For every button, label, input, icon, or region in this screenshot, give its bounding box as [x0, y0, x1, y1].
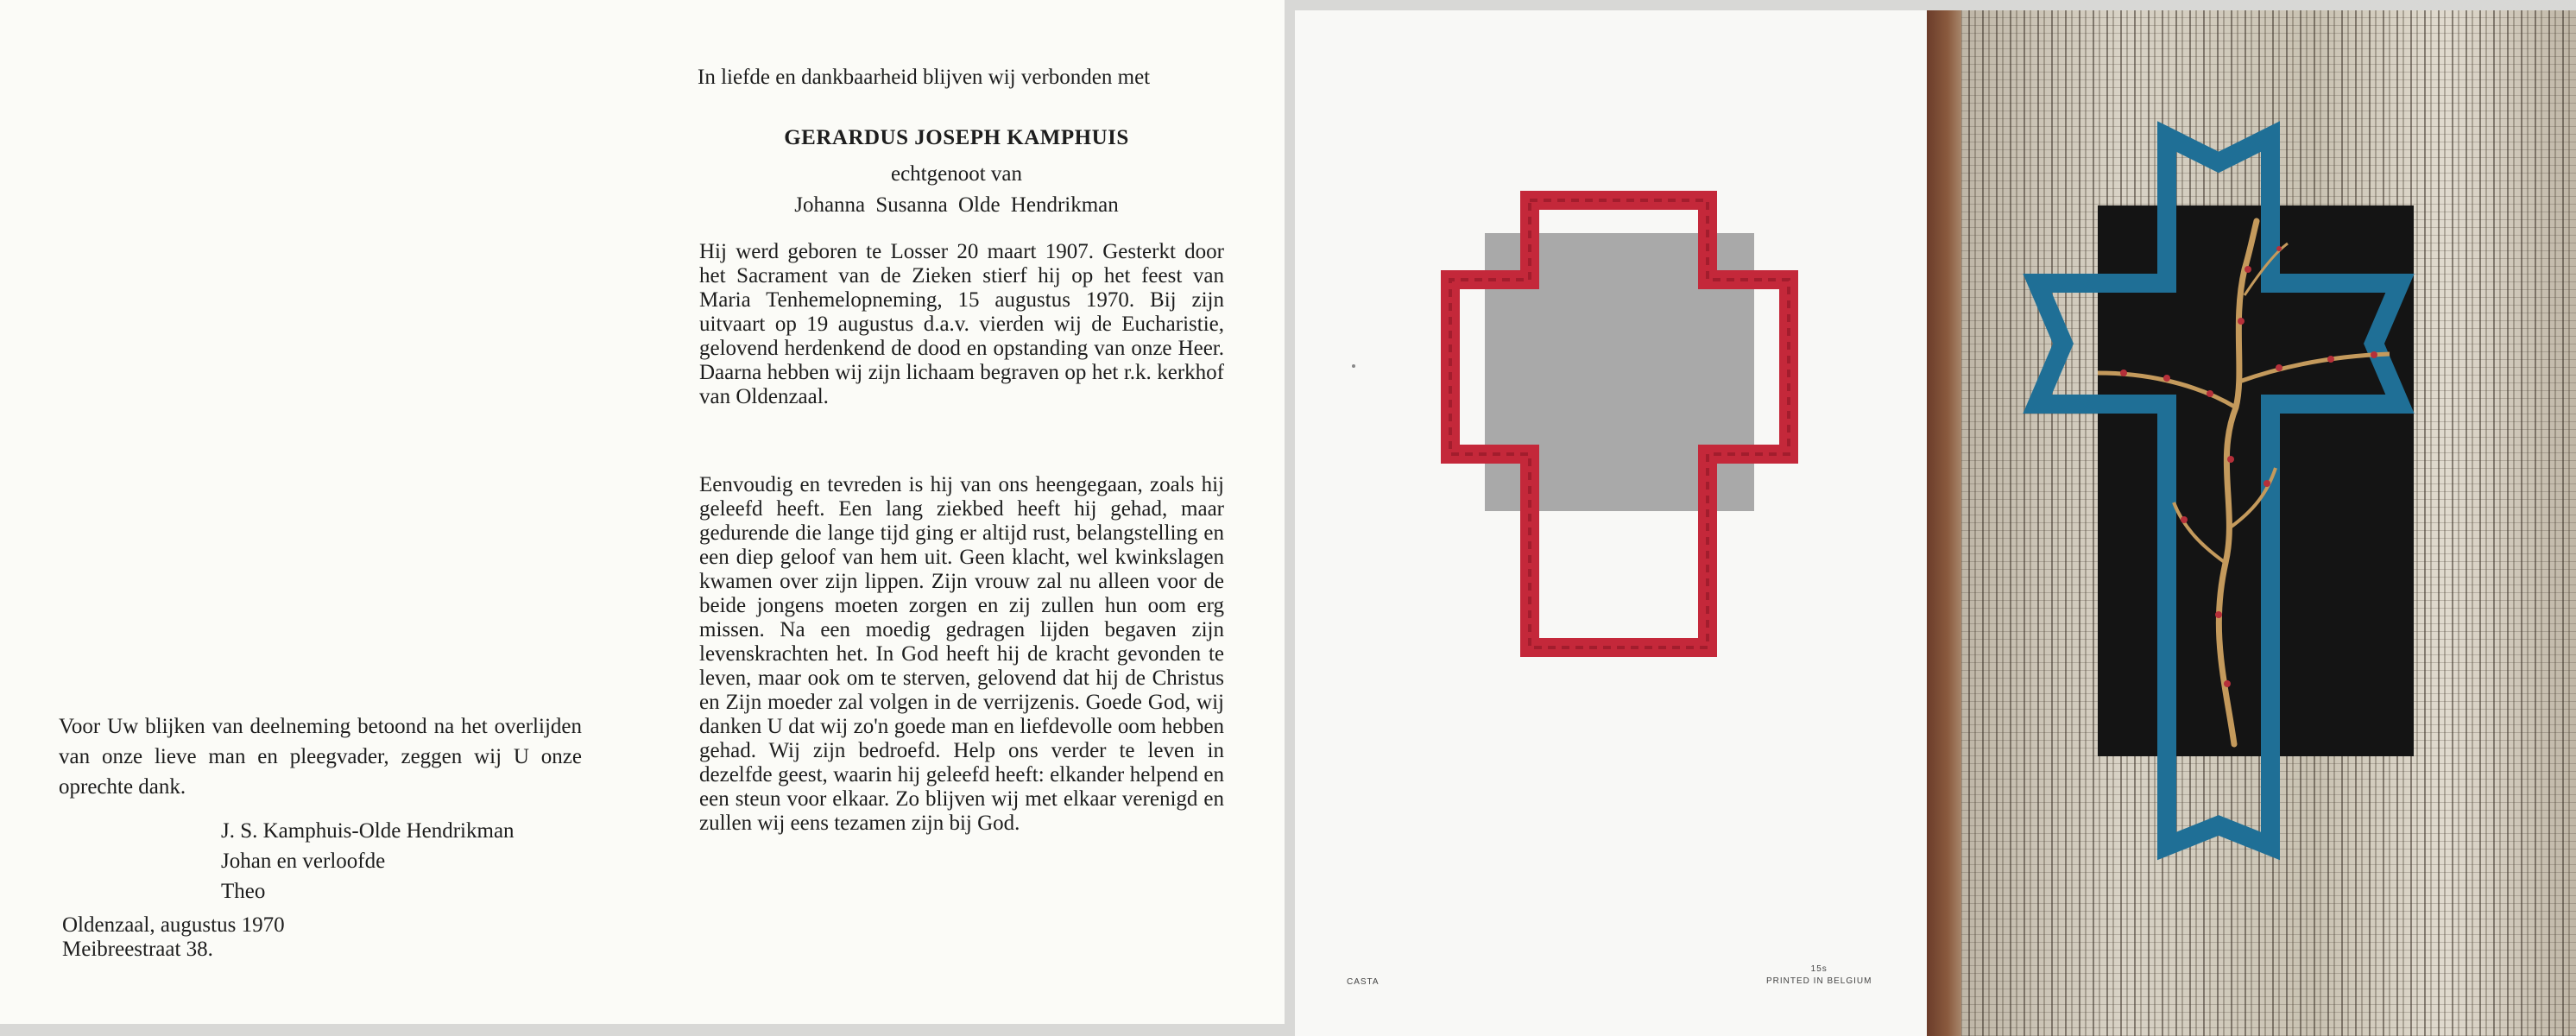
memorial-card-inside: [0, 0, 1285, 1024]
signature-son: Johan en verloofde: [221, 850, 386, 873]
family-signatures: [221, 816, 618, 906]
maker-mark: CASTA: [1347, 977, 1380, 987]
deceased-name: GERARDUS JOSEPH KAMPHUIS: [784, 126, 1129, 149]
spouse-name: Johanna Susanna Olde Hendrikman: [794, 193, 1119, 217]
place-date: Oldenzaal, augustus 1970: [62, 913, 285, 937]
signature-widow: J. S. Kamphuis-Olde Hendrikman: [221, 819, 515, 843]
signature-son-2: Theo: [221, 880, 266, 903]
biography-paragraph: Hij werd geboren te Losser 20 maart 1907. Gesterkt door het Sacrament van de Zieken stierf hij op het feest van Maria Tenhemelopneming, 15 augustus 1970. Bij zijn uitvaart op 19 augustus d.a.v. vierden wij de Eucharistie, gelovend herdenkend de dood en opstanding van onze Heer. Daarna hebben wij zijn lichaam begraven op het r.k. kerkhof van Oldenzaal.: [699, 240, 1224, 408]
place-and-address: [62, 913, 459, 962]
address: Meibreestraat 38.: [62, 938, 213, 961]
intro-text: In liefde en dankbaarheid blijven wij verbonden met: [698, 66, 1151, 89]
memorial-card-cover: [1295, 10, 2576, 1036]
remembrance-paragraph: Eenvoudig en tevreden is hij van ons heengegaan, zoals hij geleefd heeft. Een lang ziekbed heeft hij gehad, maar gedurende die lange tijd ging er altijd rust, belangstelling en een diep geloof van hem uit. Geen klacht, wel kwinkslagen kwamen over zijn lippen. Zijn vrouw zal nu alleen voor de beide jongens moeten zorgen en zij zullen hun oom erg missen. Na een moedig gedragen lijden begaven zijn levenskrachten het. In God heeft hij de kracht gevonden te leven, maar ook om te sterven, gelovend dat hij de Christus en Zijn moeder zal volgen in de verrijzenis. Goede God, wij danken U dat wij zo'n goede man en liefdevolle oom hebben gehad. Wij zijn bedroefd. Help ons verder te leven in dezelfde geest, waarin hij geleefd heeft: elkander helpend en een steun voor elkaar. Zo blijven wij met elkaar verenigd en zullen wij eens tezamen zijn bij God.: [699, 473, 1224, 835]
print-code: 15s: [1810, 964, 1828, 974]
printed-in: PRINTED IN BELGIUM: [1766, 976, 1872, 986]
blue-cross-illustration: [1295, 10, 2576, 1036]
spouse-label: echtgenoot van: [890, 162, 1023, 186]
thank-you-text: Voor Uw blijken van deelneming betoond na het overlijden van onze lieve man en pleegvader, zeggen wij U onze oprechte dank.: [59, 715, 582, 799]
